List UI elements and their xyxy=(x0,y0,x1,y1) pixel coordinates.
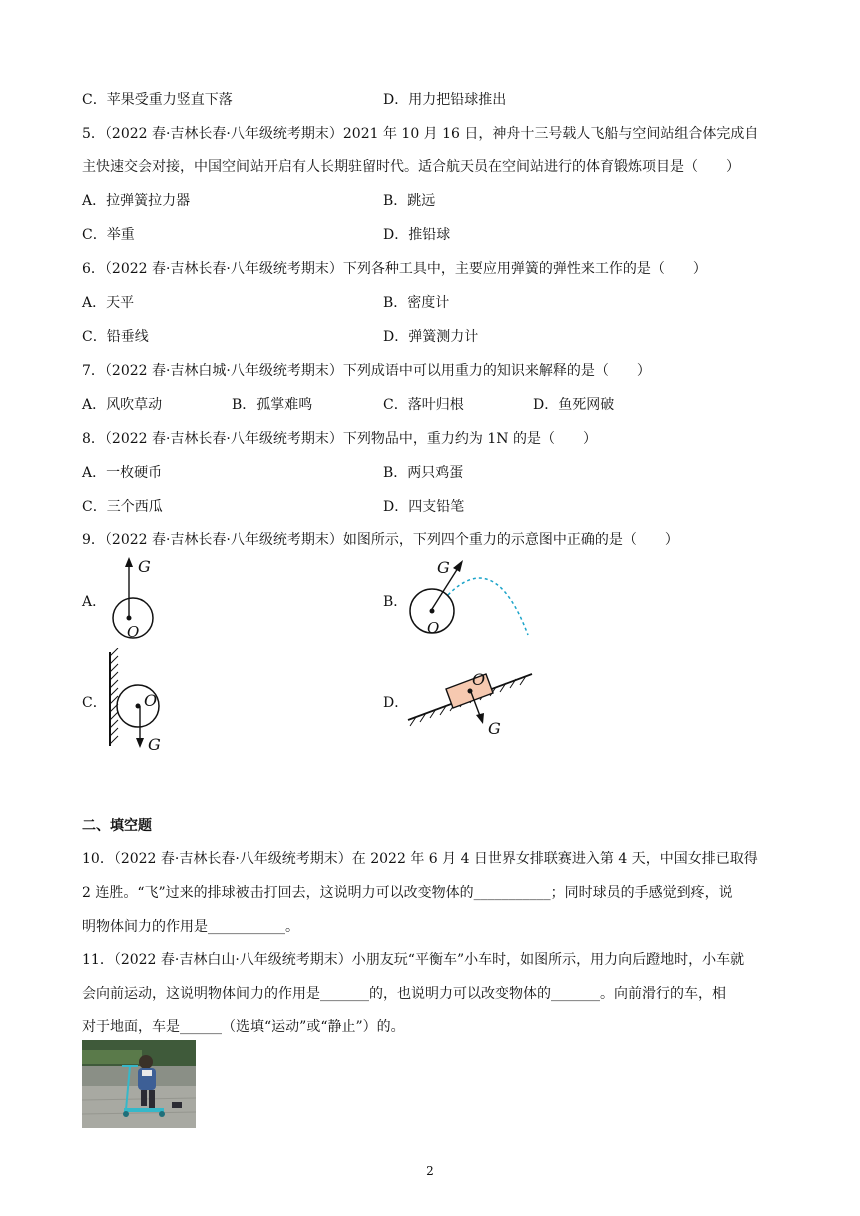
q9-a-g-label: G xyxy=(138,557,151,576)
q10-line2: 2 连胜。“飞”过来的排球被击打回去，这说明力可以改变物体的___________；同时球员的手感觉到疼，说 xyxy=(82,885,733,901)
q11-line1: 11．（2022 春·吉林白山·八年级统考期末）小朋友玩“平衡车”小车时，如图所示，用力向后蹬地时，小车就 xyxy=(82,952,745,968)
q9-d-o-label: O xyxy=(472,670,486,689)
q9-option-b-label: B． xyxy=(383,594,408,610)
q5-stem-line1: 5．（2022 春·吉林长春·八年级统考期末）2021 年 10 月 16 日，神舟十三号载人飞船与空间站组合体完成自 xyxy=(82,126,759,142)
q9-figure-c xyxy=(100,648,180,758)
q11-line2: 会向前运动，这说明物体间力的作用是_______的，也说明力可以改变物体的_______。向前滑行的车，相 xyxy=(82,986,726,1002)
q9-option-c-label: C． xyxy=(82,695,107,711)
q4-option-d: D．用力把铅球推出 xyxy=(383,92,507,108)
q9-c-o-label: O xyxy=(144,691,158,710)
q9-option-d-label: D． xyxy=(383,695,409,711)
q9-figure-a xyxy=(100,553,170,643)
q8-option-b: B．两只鸡蛋 xyxy=(383,465,464,481)
q6-option-d: D．弹簧测力计 xyxy=(383,329,479,345)
q9-option-a-label: A． xyxy=(82,594,107,610)
q8-option-a: A．一枚硬币 xyxy=(82,465,163,481)
q7-option-a: A．风吹草动 xyxy=(82,397,163,413)
q8-option-c: C．三个西瓜 xyxy=(82,499,163,515)
q10-line1: 10．（2022 春·吉林长春·八年级统考期末）在 2022 年 6 月 4 日世界女排联赛进入第 4 天，中国女排已取得 xyxy=(82,851,758,867)
q7-option-c: C．落叶归根 xyxy=(383,397,464,413)
q4-option-c: C．苹果受重力竖直下落 xyxy=(82,92,233,108)
q8-option-d: D．四支铅笔 xyxy=(383,499,465,515)
child-scooter-photo xyxy=(82,1040,196,1128)
q6-option-a: A．天平 xyxy=(82,295,135,311)
q9-figure-d xyxy=(400,660,540,745)
q7-option-d: D．鱼死网破 xyxy=(533,397,615,413)
q9-figure-b xyxy=(400,553,535,643)
q11-line3: 对于地面，车是______（选填“运动”或“静止”）的。 xyxy=(82,1019,405,1035)
section-title: 二、填空题 xyxy=(82,818,152,834)
q9-a-o-label: O xyxy=(127,623,140,641)
q6-stem: 6．（2022 春·吉林长春·八年级统考期末）下列各种工具中，主要应用弹簧的弹性来工作的是（ ） xyxy=(82,261,707,277)
q6-option-b: B．密度计 xyxy=(383,295,450,311)
q9-d-g-label: G xyxy=(488,719,501,738)
q7-option-b: B．孤掌难鸣 xyxy=(232,397,313,413)
page-number: 2 xyxy=(426,1164,434,1178)
q5-option-a: A．拉弹簧拉力器 xyxy=(82,193,191,209)
q9-b-g-label: G xyxy=(437,558,450,577)
q5-stem-line2: 主快速交会对接，中国空间站开启有人长期驻留时代。适合航天员在空间站进行的体育锻炼项目是（ ） xyxy=(82,159,740,175)
q8-stem: 8．（2022 春·吉林长春·八年级统考期末）下列物品中，重力约为 1N 的是（ ） xyxy=(82,431,597,447)
q10-line3: 明物体间力的作用是___________。 xyxy=(82,919,299,935)
q5-option-d: D．推铅球 xyxy=(383,227,451,243)
q7-stem: 7．（2022 春·吉林白城·八年级统考期末）下列成语中可以用重力的知识来解释的是（ ） xyxy=(82,363,651,379)
q5-option-c: C．举重 xyxy=(82,227,135,243)
q5-option-b: B．跳远 xyxy=(383,193,436,209)
q6-option-c: C．铅垂线 xyxy=(82,329,149,345)
q9-b-o-label: O xyxy=(427,619,440,637)
q9-c-g-label: G xyxy=(148,735,161,754)
q9-stem: 9．（2022 春·吉林长春·八年级统考期末）如图所示，下列四个重力的示意图中正确的是（ ） xyxy=(82,532,679,548)
